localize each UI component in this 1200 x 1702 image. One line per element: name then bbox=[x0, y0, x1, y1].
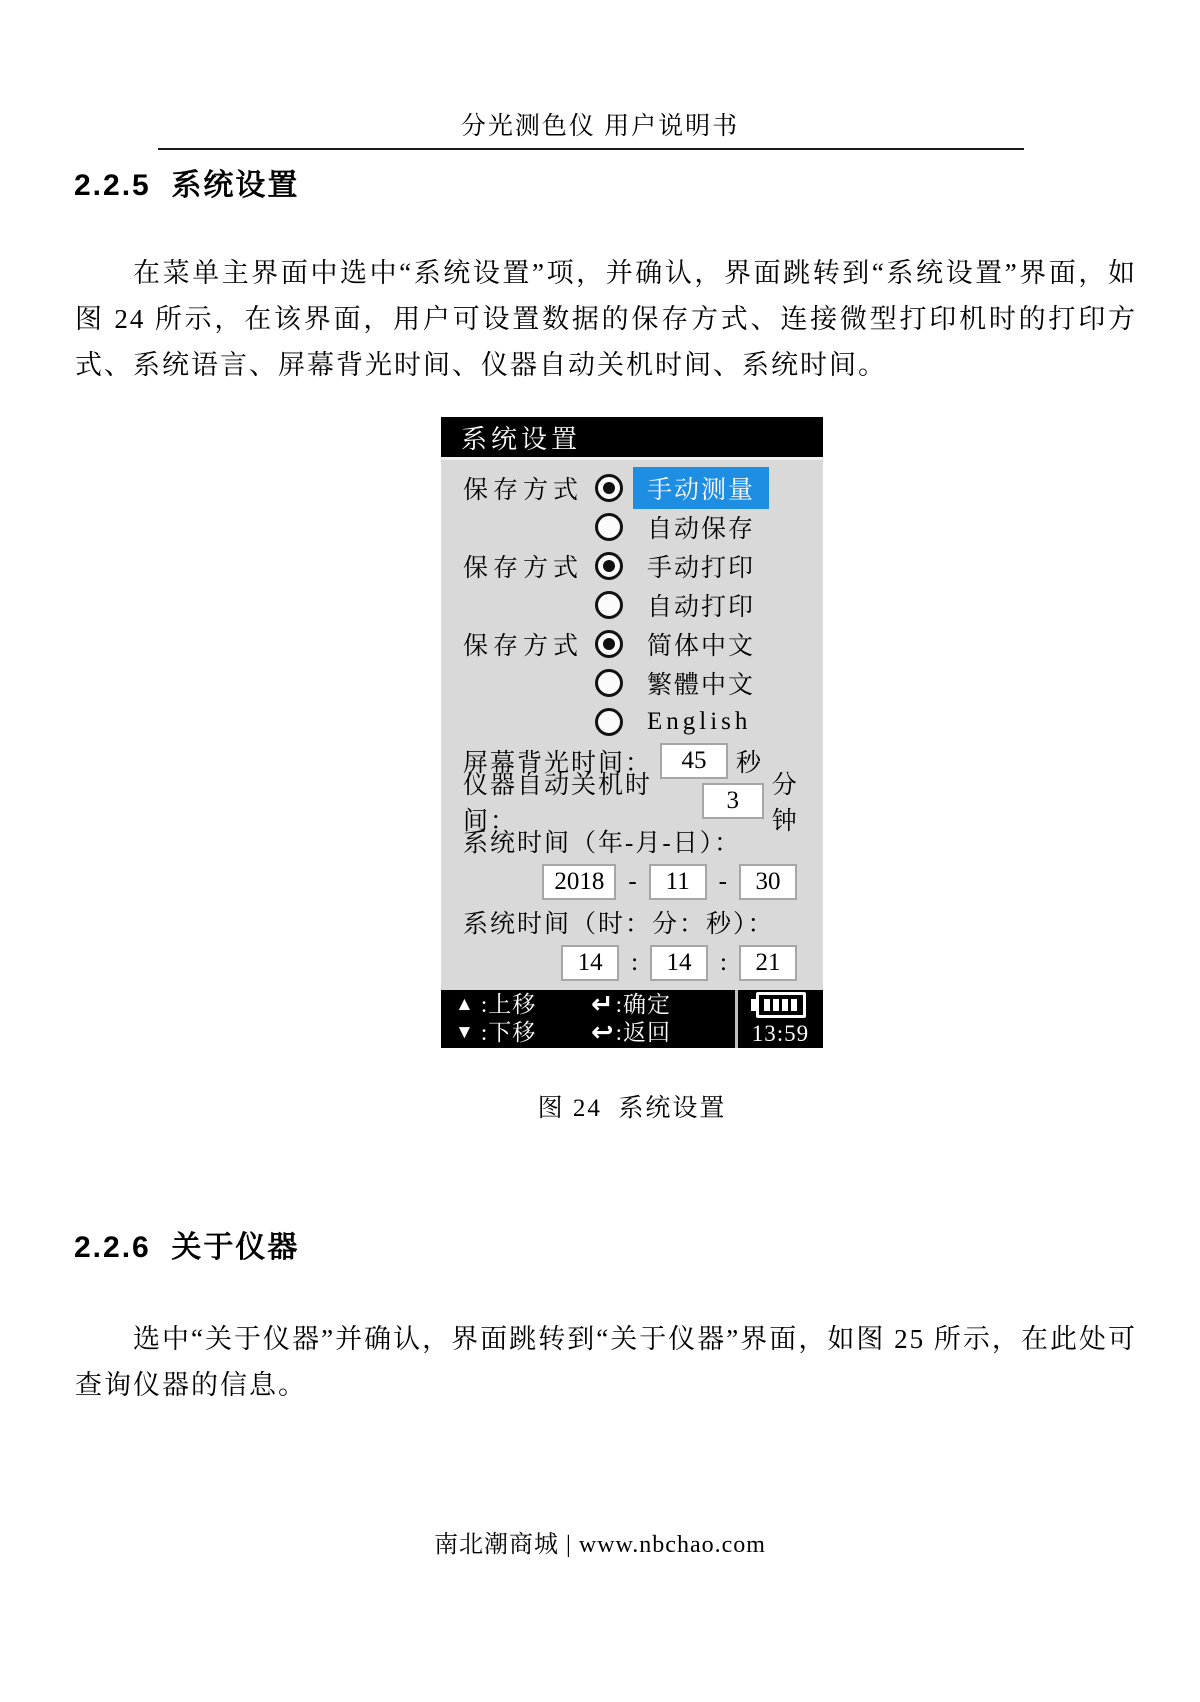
radio-manual-print[interactable] bbox=[441, 546, 823, 585]
header-rule bbox=[158, 148, 1024, 150]
radio-traditional-chinese[interactable] bbox=[441, 663, 823, 702]
field-label: 仪器自动关机时间： bbox=[463, 772, 653, 835]
time-fields bbox=[441, 942, 823, 983]
backlight-time-input[interactable]: 45 bbox=[660, 743, 728, 779]
row-label: 保存方式 bbox=[463, 554, 584, 582]
date-day-input[interactable]: 30 bbox=[739, 864, 797, 900]
time-label: 系统时间（时：分：秒）： bbox=[463, 911, 775, 938]
radio-icon[interactable] bbox=[595, 513, 623, 541]
row-label: 保存方式 bbox=[463, 476, 584, 504]
radio-english[interactable] bbox=[441, 702, 823, 741]
radio-auto-print[interactable] bbox=[441, 585, 823, 624]
return-icon: ↩ bbox=[591, 1017, 615, 1048]
paragraph-2-2-6: 选中“关于仪器”并确认，界面跳转到“关于仪器”界面，如图 25 所示，在此处可查询仪器的信息。 bbox=[75, 1324, 1137, 1400]
date-fields bbox=[441, 861, 823, 902]
radio-label[interactable]: 自动打印 bbox=[647, 593, 756, 621]
status-right bbox=[735, 990, 823, 1048]
time-second-input[interactable]: 21 bbox=[739, 945, 797, 981]
screen-title: 系统设置 bbox=[461, 424, 582, 454]
hint-up: ▲ :上移 bbox=[455, 992, 537, 1017]
device-screen bbox=[441, 417, 823, 1048]
screen-statusbar bbox=[441, 990, 823, 1048]
enter-icon: ↵ bbox=[591, 989, 615, 1020]
field-unit: 分钟 bbox=[771, 772, 799, 835]
radio-simplified-chinese[interactable] bbox=[441, 624, 823, 663]
field-label: 屏幕背光时间： bbox=[463, 750, 653, 777]
time-separator: : bbox=[631, 948, 639, 976]
radio-icon[interactable] bbox=[595, 669, 623, 697]
section-heading-2-2-5: 2.2.5 系统设置 bbox=[74, 169, 300, 202]
date-separator: - bbox=[628, 867, 637, 895]
radio-label[interactable]: English bbox=[647, 707, 752, 735]
radio-icon[interactable] bbox=[595, 474, 623, 502]
page-footer bbox=[0, 1524, 1200, 1559]
field-unit: 秒 bbox=[736, 750, 764, 777]
battery-icon bbox=[756, 992, 806, 1018]
radio-icon[interactable] bbox=[595, 630, 623, 658]
header-title: 分光测色仪 用户说明书 bbox=[460, 113, 740, 140]
radio-icon[interactable] bbox=[595, 552, 623, 580]
hint-enter: ↵ :确定 bbox=[591, 989, 672, 1020]
key-hints bbox=[441, 990, 735, 1048]
radio-icon[interactable] bbox=[595, 591, 623, 619]
row-label: 保存方式 bbox=[463, 632, 584, 660]
radio-label[interactable]: 简体中文 bbox=[647, 632, 756, 660]
date-year-input[interactable]: 2018 bbox=[542, 864, 616, 900]
date-separator: - bbox=[718, 867, 727, 895]
radio-manual-measure[interactable] bbox=[441, 468, 823, 507]
section-heading-2-2-6: 2.2.6 关于仪器 bbox=[74, 1231, 300, 1264]
auto-poweroff-input[interactable]: 3 bbox=[702, 783, 764, 819]
hint-back: ↩ :返回 bbox=[591, 1017, 672, 1048]
figure-caption: 图 24 系统设置 bbox=[537, 1095, 727, 1122]
auto-poweroff-field bbox=[441, 772, 823, 835]
date-label: 系统时间（年-月-日）： bbox=[463, 830, 742, 857]
paragraph-2-2-5: 在菜单主界面中选中“系统设置”项，并确认，界面跳转到“系统设置”界面，如图 24 所示，在该界面，用户可设置数据的保存方式、连接微型打印机时的打印方式、系统语言、屏幕背光时间、仪器自动关机时间、系统时间。 bbox=[75, 258, 1137, 380]
radio-label[interactable]: 自动保存 bbox=[647, 515, 756, 543]
time-separator: : bbox=[720, 948, 727, 976]
document-header bbox=[0, 106, 1200, 142]
radio-label[interactable]: 手动测量 bbox=[633, 467, 769, 509]
hint-down: ▼ :下移 bbox=[455, 1020, 537, 1045]
footer-text: 南北潮商城 | www.nbchao.com bbox=[434, 1532, 766, 1558]
time-minute-input[interactable]: 14 bbox=[650, 945, 708, 981]
down-arrow-icon: ▼ bbox=[455, 1022, 475, 1043]
screen-body bbox=[441, 460, 823, 990]
screen-titlebar bbox=[441, 417, 823, 460]
radio-label[interactable]: 繁體中文 bbox=[647, 671, 756, 699]
up-arrow-icon: ▲ bbox=[455, 994, 475, 1015]
date-month-input[interactable]: 11 bbox=[649, 864, 707, 900]
status-clock: 13:59 bbox=[751, 1020, 810, 1046]
radio-label[interactable]: 手动打印 bbox=[647, 554, 756, 582]
radio-auto-save[interactable] bbox=[441, 507, 823, 546]
radio-icon[interactable] bbox=[595, 708, 623, 736]
time-hour-input[interactable]: 14 bbox=[561, 945, 619, 981]
